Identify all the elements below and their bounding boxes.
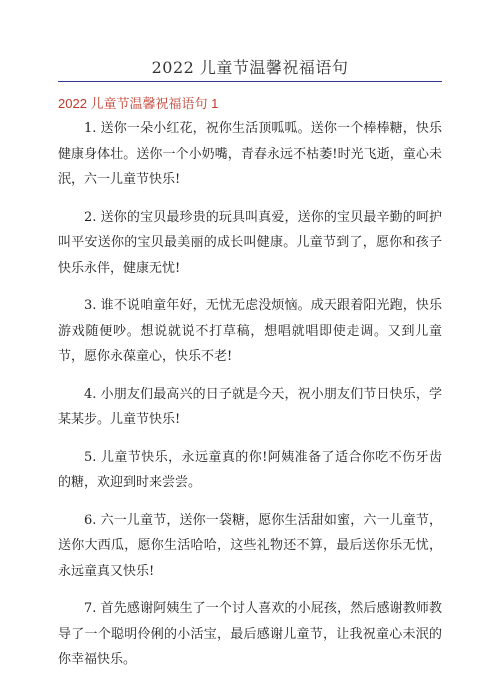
paragraph-6: 6. 六一儿童节，送你一袋糖，愿你生活甜如蜜，六一儿童节，送你大西瓜，愿你生活哈哈，这些礼物还不算，最后送你乐无忧，永远童真又快乐! [58, 512, 442, 579]
paragraph-5: 5. 儿童节快乐，永远童真的你!阿姨准备了适合你吃不伤牙齿的糖，欢迎到时来尝尝。 [58, 449, 442, 490]
paragraph-3: 3. 谁不说咱童年好，无忧无虑没烦恼。成天跟着阳光跑，快乐游戏随便吵。想说就说不打草稿，想唱就唱即使走调。又到儿童节，愿你永葆童心，快乐不老! [58, 298, 442, 364]
title-divider [58, 81, 442, 82]
paragraph-4: 4. 小朋友们最高兴的日子就是今天，祝小朋友们节日快乐，学某某步。儿童节快乐! [58, 386, 442, 427]
page-title: 2022 儿童节温馨祝福语句 [151, 58, 349, 77]
section-heading: 2022 儿童节温馨祝福语句 1 [58, 96, 219, 111]
body-text [58, 116, 442, 685]
paragraph-2: 2. 送你的宝贝最珍贵的玩具叫真爱，送你的宝贝最辛勤的呵护叫平安送你的宝贝最美丽的成长叫健康。儿童节到了，愿你和孩子快乐永伴，健康无忧! [58, 209, 442, 276]
paragraph-7: 7. 首先感谢阿姨生了一个讨人喜欢的小屁孩，然后感谢教师教导了一个聪明伶俐的小活宝，最后感谢儿童节，让我祝童心未泯的你幸福快乐。 [58, 601, 442, 667]
paragraph-1: 1. 送你一朵小红花，祝你生活顶呱呱。送你一个棒棒糖，快乐健康身体壮。送你一个小奶嘴，青春永远不枯萎!时光飞逝，童心未泯，六一儿童节快乐! [58, 121, 442, 187]
